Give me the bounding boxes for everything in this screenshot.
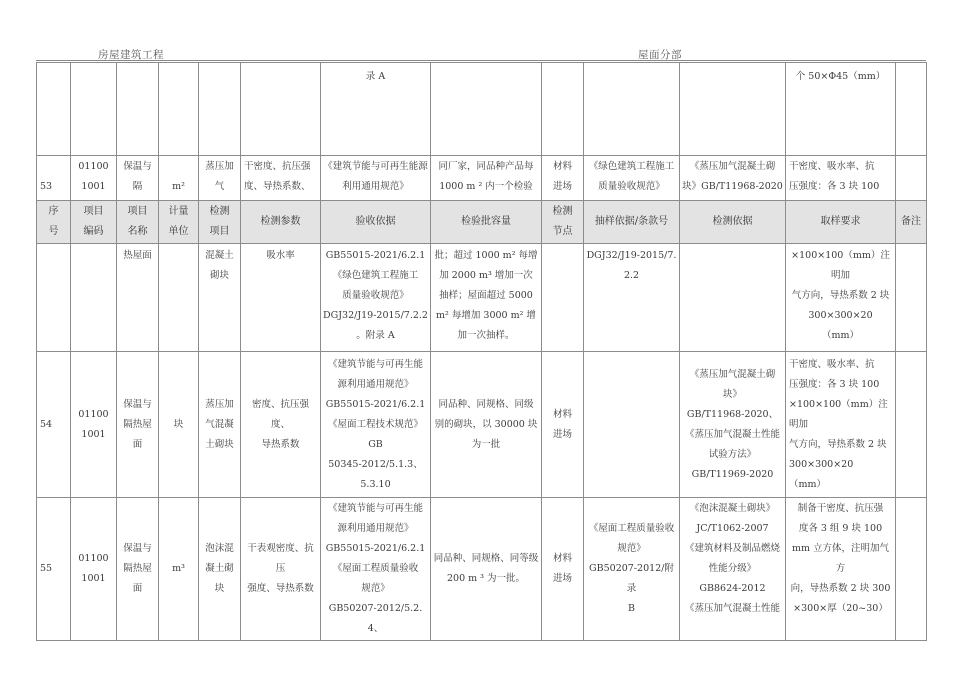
sampling-basis: DGJ32/J19-2015/7. 2.2: [584, 244, 680, 352]
item-name: 热屋面: [117, 244, 159, 352]
cell: [71, 63, 117, 156]
cell: [896, 244, 927, 352]
cell: [241, 63, 321, 156]
sampling-requirements: ×100×100（mm）注明加 气方向，导热系数 2 块 300×300×20 （mm）: [786, 244, 896, 352]
test-params: 密度、抗压强度、 导热系数: [241, 352, 321, 498]
header-remarks: 备注: [896, 201, 927, 244]
cell: [159, 244, 199, 352]
header-no: 序 号: [37, 201, 71, 244]
cell: [542, 63, 584, 156]
unit: m³: [159, 498, 199, 641]
table-row: [37, 244, 927, 352]
inspection-table: [36, 62, 927, 641]
remarks: [896, 498, 927, 641]
test-params: 干密度、抗压强 度、导热系数、: [241, 156, 321, 201]
cell: [431, 63, 542, 156]
header-params: 检测参数: [241, 201, 321, 244]
batch-capacity: 同品种、同规格、同等级 200 m ³ 为一批。: [431, 498, 542, 641]
table-row: [37, 63, 927, 156]
sampling-requirements: 制备干密度、抗压强 度各 3 组 9 块 100 mm 立方体，注明加气 方 向，导热系数 2 块 300 ×300×厚（20~30）: [786, 498, 896, 641]
header-section-title: 屋面分部: [638, 49, 682, 61]
test-item: 蒸压加 气混凝 土砌块: [199, 352, 241, 498]
remarks: [896, 352, 927, 498]
cell: [680, 244, 786, 352]
table-row: [37, 156, 927, 201]
header-batch: 检验批容量: [431, 201, 542, 244]
header-node: 检测 节点: [542, 201, 584, 244]
header-unit: 计量 单位: [159, 201, 199, 244]
test-item: 混凝土 砌块: [199, 244, 241, 352]
test-basis: 《泡沫混凝土砌块》 JC/T1062-2007 《建筑材料及制品燃烧 性能分级》 GB8624-2012 《蒸压加气混凝土性能: [680, 498, 786, 641]
unit: 块: [159, 352, 199, 498]
requirements-cell: 个 50×Φ45（mm）: [786, 63, 896, 156]
test-params: 吸水率: [241, 244, 321, 352]
test-node: 材料 进场: [542, 156, 584, 201]
cell: [680, 63, 786, 156]
sampling-basis: [584, 352, 680, 498]
test-params: 干表观密度、抗压 强度、导热系数: [241, 498, 321, 641]
batch-capacity: 同品种、同规格、同级 别的砌块，以 30000 块 为一批: [431, 352, 542, 498]
batch-capacity: 批；超过 1000 m² 每增 加 2000 m³ 增加一次 抽样；屋面超过 5000 m² 每增加 3000 m² 增 加一次抽样。: [431, 244, 542, 352]
table-row: [37, 352, 927, 498]
cell: [159, 63, 199, 156]
table-row: [37, 498, 927, 641]
batch-capacity: 同厂家，同品种产品每 1000 m ² 内一个检验: [431, 156, 542, 201]
test-item: 泡沫混 凝土砌 块: [199, 498, 241, 641]
header-test-basis: 检测依据: [680, 201, 786, 244]
test-node: 材料 进场: [542, 498, 584, 641]
item-code: 01100 1001: [71, 498, 117, 641]
test-node: 材料 进场: [542, 352, 584, 498]
cell: [896, 63, 927, 156]
item-name: 保温与 隔: [117, 156, 159, 201]
header-project-title: 房屋建筑工程: [98, 49, 164, 61]
row-number: 53: [37, 156, 71, 201]
header-sampling: 抽样依据/条款号: [584, 201, 680, 244]
cell: [37, 244, 71, 352]
acceptance-basis: GB55015-2021/6.2.1 《绿色建筑工程施工 质量验收规范》 DGJ32/J19-2015/7.2.2 。附录 A: [321, 244, 431, 352]
acceptance-basis: 《建筑节能与可再生能 源利用通用规范》 GB55015-2021/6.2.1 《屋面工程质量验收 规范》 GB50207-2012/5.2.4、: [321, 498, 431, 641]
row-number: 55: [37, 498, 71, 641]
table-header-row: [37, 201, 927, 244]
sampling-requirements: 干密度、吸水率、抗 压强度：各 3 块 100 ×100×100（mm）注明加 气方向，导热系数 2 块 300×300×20 （mm）: [786, 352, 896, 498]
header-item: 检测 项目: [199, 201, 241, 244]
cell: [542, 244, 584, 352]
running-header: [36, 47, 926, 61]
row-number: 54: [37, 352, 71, 498]
item-name: 保温与 隔热屋 面: [117, 352, 159, 498]
acceptance-basis: 《建筑节能与可再生能源利用通用规范》: [321, 156, 431, 201]
cell: [71, 244, 117, 352]
basis-cell: 录 A: [321, 63, 431, 156]
item-name: 保温与 隔热屋 面: [117, 498, 159, 641]
unit: m²: [159, 156, 199, 201]
test-basis: 《蒸压加气混凝土砌 块》GB/T11968-2020: [680, 156, 786, 201]
test-item: 蒸压加 气: [199, 156, 241, 201]
test-basis: 《蒸压加气混凝土砌 块》 GB/T11968-2020、 《蒸压加气混凝土性能 试验方法》 GB/T11969-2020: [680, 352, 786, 498]
header-basis: 验收依据: [321, 201, 431, 244]
cell: [199, 63, 241, 156]
header-rule: [36, 60, 926, 61]
sampling-basis: 《绿色建筑工程施工 质量验收规范》: [584, 156, 680, 201]
remarks: [896, 156, 927, 201]
sampling-basis: 《屋面工程质量验收 规范》 GB50207-2012/附录 B: [584, 498, 680, 641]
header-name: 项目 名称: [117, 201, 159, 244]
cell: [584, 63, 680, 156]
item-code: 01100 1001: [71, 156, 117, 201]
item-code: 01100 1001: [71, 352, 117, 498]
acceptance-basis: 《建筑节能与可再生能 源利用通用规范》 GB55015-2021/6.2.1 《屋面工程技术规范》 GB 50345-2012/5.1.3、 5.3.10: [321, 352, 431, 498]
header-code: 项目 编码: [71, 201, 117, 244]
sampling-requirements: 干密度、吸水率、抗 压强度：各 3 块 100: [786, 156, 896, 201]
cell: [37, 63, 71, 156]
header-requirements: 取样要求: [786, 201, 896, 244]
cell: [117, 63, 159, 156]
